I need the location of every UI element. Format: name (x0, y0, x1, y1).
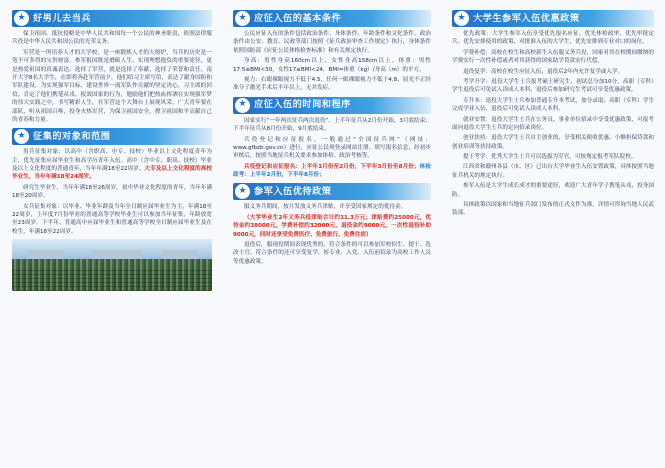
paragraph: 保卫祖国、抵抗侵略是中华人民共和国每一个公民的神圣职责，依照法律服兵役是中华人民共和国公民的光荣义务。 (12, 31, 212, 46)
section-title: 应征入伍的时间和程序 (254, 99, 351, 111)
paragraph: 江西省和赣州各县（市、区）已出台大学毕业生入伍安置政策，具体按照当地征兵机关的规定执行。 (452, 164, 654, 179)
paragraph: 研究生毕业生，当年年满18至26周岁。初中毕业文化程度的青年，当年年满18至20周岁。 (12, 184, 212, 200)
section-header-college-policies (452, 10, 654, 27)
paragraph: 考学升学：退役大学生士兵报考硕士研究生，初试总分加10分，高职（专科）学生退役后可免试入读成人本科，退役后参加研究生考试可享受优惠政策。 (452, 78, 654, 94)
paragraph: 服义务兵期间，按月发放义务兵津贴，并享受国家规定的优待金。 (244, 204, 407, 211)
highlight-text: 兵役登记和应征报名：上半年1月份至2月份，下半年3月份至8月份； (244, 163, 420, 170)
star-icon: ★ (14, 11, 29, 26)
star-icon: ★ (454, 11, 469, 26)
soldiers-formation-photo (12, 239, 212, 291)
paragraph: 退役复学：高校在校生应征入伍，退役后2年内允许复学或入学。 (463, 68, 624, 75)
paragraph: 就业安置：退役大学生士兵在公务员、事业单位招录中享受优惠政策，可报考面向退役大学生士兵的定向招录岗位。 (452, 116, 654, 131)
paragraph: 具体政策以国家和当地征兵部门发布的正式文件为准，详情可咨询当地人民武装部。 (452, 202, 654, 217)
section-header-good-men (12, 10, 212, 27)
highlight-paragraph: （大学毕业生2年义务兵役津贴合计约11.3万元；津贴费约25000元，优待金约38000元，学费补偿约32000元，退役金约9000元，一次性退役补助9000元，同时还享受免费医疗、免费旅行、免费住宿） (233, 214, 431, 238)
column-middle (233, 6, 431, 464)
section-header-recruit-scope (12, 128, 212, 145)
section-title: 参军入伍优待政策 (254, 186, 332, 198)
paragraph: 优先政策：大学生参军入伍享受优先报名应征、优先体检政审、优先审批定兵、优先安排使用的政策，对批准入伍的大学生，优先安排到专业对口的岗位。 (452, 31, 654, 46)
section-title: 应征入伍的基本条件 (254, 12, 342, 24)
paragraph: 专升本：退役大学生士兵参加普通专升本考试，加分录取；高职（专科）学生完成学业入伍，退役后可免试入读成人本科。 (452, 97, 654, 113)
paragraph: 军营是一所培养人才的大学校，是一座锻炼人才的大熔炉，当兵的历史是一笔不可多得的宝贵财富。参军报国既是磨砺人生、实现理想抱负的重要途径，更是热爱祖国的真诚表达。选择了军营，就是选择了奉献，选择了荣誉和责任。南开大学8名大学生，在即将奔赴军营前夕，他们给习主席写信，表达了献身国防和军队建设，为实现强军目标、建设世界一流军队作贡献的坚定决心。习主席的回信，肯定了他们携笔从戎、报效国家的行为，勉励他们把热血挥洒在实现强军梦的伟大实践之中，书写精彩人生，在军营这个大舞台上展现风采。广大青年要在部队，听从祖国召唤，投身火热军营，为保卫祖国安全，撑卫祖国和平贡献自己的青春和力量。 (12, 49, 212, 123)
star-icon: ★ (235, 184, 250, 199)
paragraph: 学费补偿：高校在校生和高校新生入伍服义务兵役，国家对其在校期间缴纳的学费实行一次性补偿或者对其获得的国家助学贷款实行代偿。 (452, 49, 654, 65)
section-header-basic-conditions (233, 10, 431, 27)
column-left (12, 6, 212, 464)
paragraph: 视力：右眼裸眼视力不低于4.5，任何一眼裸眼视力不低于4.8，屈光不正经准分子激光手术后半年以上，无并发症。 (233, 76, 431, 92)
paragraph: 参军入伍是大学生成长成才的重要途径，欢迎广大青年学子携笔从戎，投身国防。 (452, 183, 654, 198)
paragraph: 兵役登记和应征报名，一般通过“全国征兵网”（网址：www.gfbzb.gov.cn）进行，应征公民须登录网站注册、填写报名信息，经初步审核后，按照当地征兵机关要求参加体检、政治考核等。 (233, 136, 431, 160)
star-icon: ★ (14, 129, 29, 144)
section-title: 好男儿去当兵 (33, 12, 92, 24)
paragraph: 创业扶持：退役大学生士兵自主创业的，享受相关税收优惠、小额担保贷款和创业培训等扶持政策。 (452, 135, 654, 150)
paragraph: 公民应征入伍的条件包括政治条件、身体条件、年龄条件和文化条件。政治条件由公安、教育、民政等部门按照《征兵政治审查工作规定》执行，身体条件依照国防部《应征公民体格检查标准》和有关规定执行。 (233, 31, 431, 54)
male-recruit-text: 男兵征集对象：以高中（含职高、中专、技校）毕业以上文化程度青年为主，优先征集应届毕业生和高学历青年入伍。高中（含中专、职高、技校）毕业及以上文化程度的普通青年，当年年满18至22周岁。 (12, 149, 212, 173)
paragraph: 身高：男性身高160cm以上，女性身高158cm以上。体重：男性17.5≤BMI<30，女性17≤BMI<24，BMI=体重（kg）/身高（m）的平方。 (233, 58, 431, 73)
section-title: 大学生参军入伍优惠政策 (473, 12, 580, 24)
paragraph: 国家实行“一年两次征兵两次退役”。上半年征兵从2月份开始，3月底结束；下半年征兵从8月份开始，9月底结束。 (233, 117, 431, 133)
star-icon: ★ (235, 11, 250, 26)
star-icon: ★ (235, 98, 250, 113)
highlight-text: 大专及以上文化程度的高校毕业生，当年年满18至24周岁。 (12, 166, 212, 181)
column-right (452, 6, 654, 464)
paragraph (233, 163, 431, 180)
section-header-benefits (233, 183, 431, 200)
paragraph: 女兵征集对象：以毕业、毕业年龄及当年全日制应届毕业生为主，年满18至22周岁，上年度7月份毕业的普通高等学校毕业生可以参加当年征集，年龄放宽至23周岁。下半年、普通高中应届毕业生和普通高等学校全日制应届毕业生及在校生，年满18至22周岁。 (12, 203, 212, 235)
paragraph: 退役后，服现役期间表现优秀的，符合条件的可以参加军校招生、提干、选改士官，符合条件的还可享受复学、转专业、入党、入伍前招录为高校工作人员等优惠政策。 (233, 242, 431, 265)
paragraph: 提干考学：优秀大学生士兵可以选拔为军官，可按规定报考军队院校。 (463, 154, 637, 161)
section-title: 征集的对象和范围 (33, 130, 111, 142)
paragraph (12, 148, 212, 182)
section-header-time-procedure (233, 97, 431, 114)
highlight-text: 体检政考：上半年2月份，下半年8月份； (233, 163, 431, 179)
